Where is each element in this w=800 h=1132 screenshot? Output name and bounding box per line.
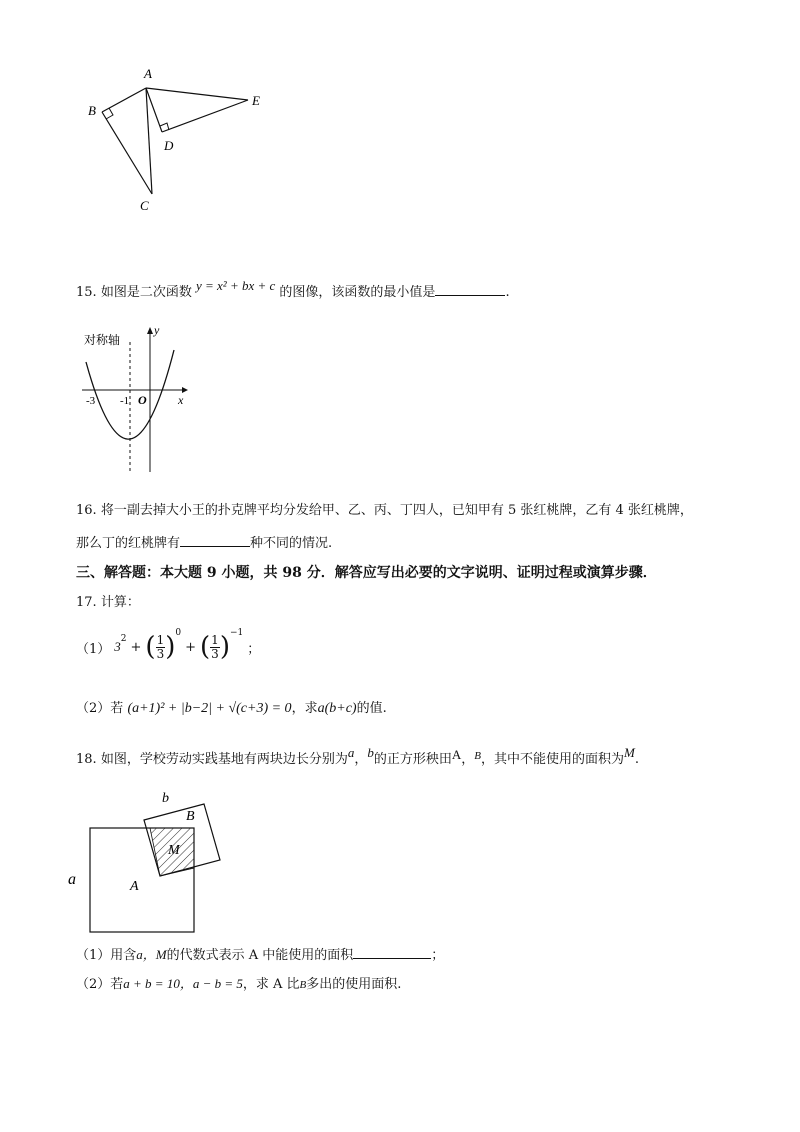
fig18-label-b-side: b <box>162 791 169 806</box>
q17-p1-exp: 2 <box>120 634 127 644</box>
q18-p2-B: B <box>299 979 307 991</box>
q18-B: B <box>474 750 482 762</box>
y-axis-arrow <box>147 327 153 334</box>
q18-p2-c: 多出的使用面积. <box>306 977 402 992</box>
question-16-line2 <box>76 534 332 553</box>
label-d: D <box>164 138 174 153</box>
q18-end: . <box>634 752 640 767</box>
q17-frac2-den: 3 <box>211 646 219 661</box>
q18-a: a <box>347 745 355 760</box>
q17-plus-2: + <box>185 639 197 655</box>
q17-frac1-den: 3 <box>156 646 165 661</box>
q15-text-a: 如图是二次函数 <box>100 285 192 300</box>
q17-p2-label: （2） <box>76 701 111 716</box>
parabola-figure <box>78 322 198 482</box>
q17-fraction-1 <box>156 634 166 661</box>
q17-paren-open-1: ( <box>145 632 156 662</box>
q17-paren-close-1: ) <box>165 632 176 662</box>
q17-p1-end: ； <box>247 641 261 657</box>
q18-M: M <box>624 745 635 760</box>
q15-formula: y = x² + bx + c <box>195 278 276 293</box>
x-label: x <box>178 393 184 407</box>
q18-text-b: 的正方形秧田 <box>373 752 452 767</box>
q17-p2-ask: ，求 <box>291 701 318 716</box>
q18-part1 <box>76 946 444 965</box>
q18-text-c: ，其中不能使用的面积为 <box>481 752 625 767</box>
q17-paren-open-2: ( <box>200 632 211 662</box>
q18-p1: （1）用含 <box>76 948 137 963</box>
q16-line1: 将一副去掉大小王的扑克牌平均分发给甲、乙、丙、丁四人，已知甲有 5 张红桃牌，乙有 4 张红桃牌， <box>100 503 693 518</box>
q18-text-a: 如图，学校劳动实践基地有两块边长分别为 <box>100 752 348 767</box>
question-18 <box>76 745 640 769</box>
q18-p1-b: 的代数式表示 A 中能使用的面积 <box>166 948 354 963</box>
label-e: E <box>252 93 260 108</box>
q15-end: . <box>505 285 510 300</box>
q16-number: 16. <box>76 503 97 518</box>
q18-comma2: ， <box>461 752 475 767</box>
edge-de <box>162 100 248 132</box>
question-16-line1 <box>76 502 693 520</box>
q17-paren-close-2: ) <box>219 632 230 662</box>
triangle-figure <box>80 60 280 220</box>
q17-p2-expr: (a+1)² + |b−2| + √(c+3) = 0 <box>127 701 292 716</box>
q17-title: 计算： <box>100 595 140 610</box>
fig18-label-a-square: A <box>130 879 139 894</box>
edge-ab <box>102 88 146 112</box>
q18-answer-blank[interactable] <box>353 946 431 959</box>
q17-exp0: 0 <box>175 628 182 638</box>
q18-p2: （2）若 <box>76 977 124 992</box>
q18-p1-end: ； <box>431 948 445 963</box>
squares-figure <box>60 780 240 940</box>
q17-p2-if: 若 <box>110 701 124 716</box>
q18-part2 <box>76 975 401 994</box>
parabola-curve <box>86 350 174 439</box>
q17-expm1: −1 <box>229 628 244 638</box>
q17-fraction-2 <box>210 634 220 661</box>
question-17-title <box>76 594 140 612</box>
q15-number: 15. <box>76 285 97 300</box>
symmetry-axis-label: 对称轴 <box>84 333 121 347</box>
q17-p2-end: 的值. <box>356 701 387 716</box>
fig18-label-m: M <box>168 843 180 858</box>
q17-part1 <box>76 622 260 672</box>
edge-bc <box>102 112 152 194</box>
q16-line2b: 种不同的情况. <box>250 536 333 551</box>
q17-number: 17. <box>76 595 97 610</box>
q17-p1-base: 3 <box>114 639 121 654</box>
fig18-label-a-side: a <box>68 871 76 888</box>
section-heading: 三、解答题：本大题 9 小题，共 98 分．解答应写出必要的文字说明、证明过程或演算步骤． <box>76 565 657 581</box>
q15-answer-blank[interactable] <box>435 283 505 296</box>
y-label: y <box>154 323 160 337</box>
q17-p2-target: a(b+c) <box>317 701 357 716</box>
q16-answer-blank[interactable] <box>180 534 250 547</box>
tick-minus3: -3 <box>86 395 96 407</box>
q18-p2-b: ，求 A 比 <box>242 977 300 992</box>
q17-p1-label: （1） <box>76 641 111 657</box>
edge-ac <box>146 88 152 194</box>
q18-p1-vars: a，M <box>136 947 167 962</box>
q17-part2 <box>76 700 387 718</box>
q17-frac1-num: 1 <box>156 632 165 647</box>
q17-frac2-num: 1 <box>211 632 219 647</box>
q18-number: 18. <box>76 752 97 767</box>
q18-A: A <box>451 747 462 762</box>
tick-minus1: -1 <box>120 395 130 407</box>
label-b: B <box>88 103 96 118</box>
question-15 <box>76 278 510 302</box>
q17-plus-1: + <box>130 639 142 655</box>
label-c: C <box>140 198 149 213</box>
q18-comma: ， <box>354 752 368 767</box>
q16-line2a: 那么丁的红桃牌有 <box>76 536 181 551</box>
origin-label: O <box>138 393 147 407</box>
label-a: A <box>144 66 152 81</box>
q15-text-b: 的图像，该函数的最小值是 <box>279 285 436 300</box>
q18-p2-cond: a + b = 10，a − b = 5 <box>123 976 243 991</box>
q18-b: b <box>367 745 374 760</box>
edge-ae <box>146 88 248 100</box>
fig18-label-b-square: B <box>186 809 195 824</box>
